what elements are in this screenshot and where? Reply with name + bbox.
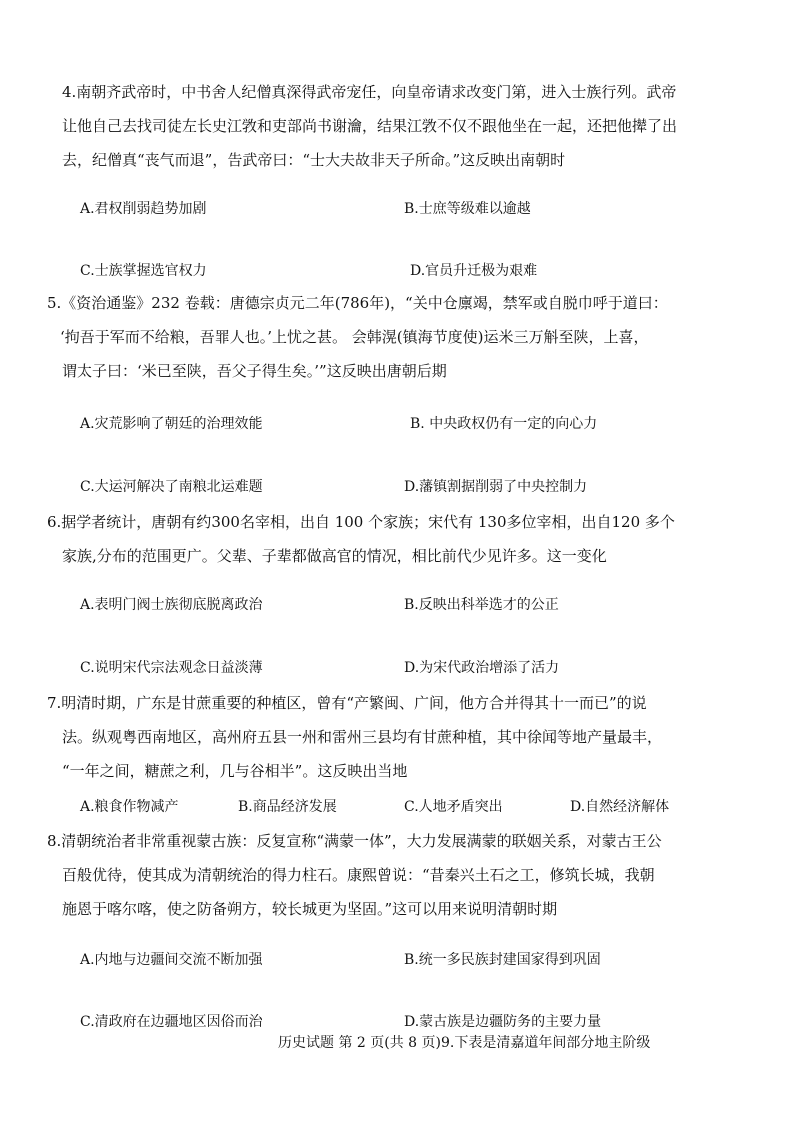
q8-option-b: B.统一多民族封建国家得到巩固 <box>404 952 601 968</box>
q6-stem-line-1: 6.据学者统计，唐朝有约300名宰相，出自 100 个家族；宋代有 130多位宰相，出自120 多个 <box>47 513 675 531</box>
q4-option-c: C.士族掌握选官权力 <box>80 263 207 279</box>
q6-option-a: A.表明门阀士族彻底脱离政治 <box>80 597 263 613</box>
q4-stem-line-3: 去，纪僧真“丧气而退”，告武帝曰：“士大夫故非天子所命。”这反映出南朝时 <box>62 151 566 169</box>
q4-option-b: B.士庶等级难以逾越 <box>404 201 531 217</box>
q8-stem-line-1: 8.清朝统治者非常重视蒙古族：反复宣称“满蒙一体”，大力发展满蒙的联姻关系，对蒙古王公 <box>47 832 662 850</box>
q5-option-b: B. 中央政权仍有一定的向心力 <box>410 416 598 432</box>
q4-option-d: D.官员升迁极为艰难 <box>410 263 538 279</box>
q7-option-a: A.粮食作物减产 <box>80 799 179 815</box>
q5-stem-line-1: 5.《资治通鉴》232 卷载：唐德宗贞元二年(786年)，“关中仓廪竭，禁军或自脱巾呼于道曰： <box>47 294 668 312</box>
q5-option-a: A.灾荒影响了朝廷的治理效能 <box>80 416 263 432</box>
q7-option-c: C.人地矛盾突出 <box>404 799 503 815</box>
q5-stem-line-2: ‘拘吾于军而不给粮，吾罪人也。’上忧之甚。 会韩滉(镇海节度使)运米三万斛至陕，上喜， <box>60 328 649 346</box>
q4-stem-line-1: 4.南朝齐武帝时，中书舍人纪僧真深得武帝宠任，向皇帝请求改变门第，进入士族行列。武帝 <box>62 83 677 101</box>
q7-option-d: D.自然经济解体 <box>570 799 670 815</box>
q8-option-c: C.清政府在边疆地区因俗而治 <box>80 1014 263 1030</box>
q5-option-d: D.藩镇割据削弱了中央控制力 <box>404 479 588 495</box>
q6-option-c: C.说明宋代宗法观念日益淡薄 <box>80 660 263 676</box>
next-question-fragment: 9.下表是清嘉道年间部分地主阶级 <box>441 1035 651 1051</box>
q6-option-d: D.为宋代政治增添了活力 <box>404 660 560 676</box>
q8-option-a: A.内地与边疆间交流不断加强 <box>80 952 263 968</box>
q7-stem-line-1: 7.明清时期，广东是甘蔗重要的种植区，曾有“产繁闽、广间，他方合并得其十一而已”的说 <box>47 694 647 712</box>
q6-stem-line-2: 家族,分布的范围更广。父辈、子辈都做高官的情况，相比前代少见许多。这一变化 <box>62 547 607 565</box>
q7-stem-line-3: “一年之间，糖蔗之利，几与谷相半”。这反映出当地 <box>62 762 408 780</box>
q8-option-d: D.蒙古族是边疆防务的主要力量 <box>404 1014 602 1030</box>
page-number-text: 历史试题 第 2 页(共 8 页) <box>278 1035 441 1051</box>
q8-stem-line-3: 施恩于喀尔喀，使之防备朔方，较长城更为坚固。”这可以用来说明清朝时期 <box>62 900 558 918</box>
q8-stem-line-2: 百般优待，使其成为清朝统治的得力柱石。康熙曾说：“昔秦兴土石之工，修筑长城，我朝 <box>62 866 655 884</box>
q7-option-b: B.商品经济发展 <box>238 799 337 815</box>
footer-page-label <box>278 1033 650 1053</box>
q6-option-b: B.反映出科举选才的公正 <box>404 597 559 613</box>
q4-option-a: A.君权削弱趋势加剧 <box>80 201 207 217</box>
q5-option-c: C.大运河解决了南粮北运难题 <box>80 479 263 495</box>
q4-stem-line-2: 让他自己去找司徒左长史江敩和吏部尚书谢瀹，结果江敩不仅不跟他坐在一起，还把他撵了出 <box>62 117 678 135</box>
q5-stem-line-3: 谓太子曰：‘米已至陕，吾父子得生矣。’”这反映出唐朝后期 <box>62 362 447 380</box>
q7-stem-line-2: 法。纵观粤西南地区，高州府五县一州和雷州三县均有甘蔗种植，其中徐闻等地产量最丰， <box>62 728 663 746</box>
